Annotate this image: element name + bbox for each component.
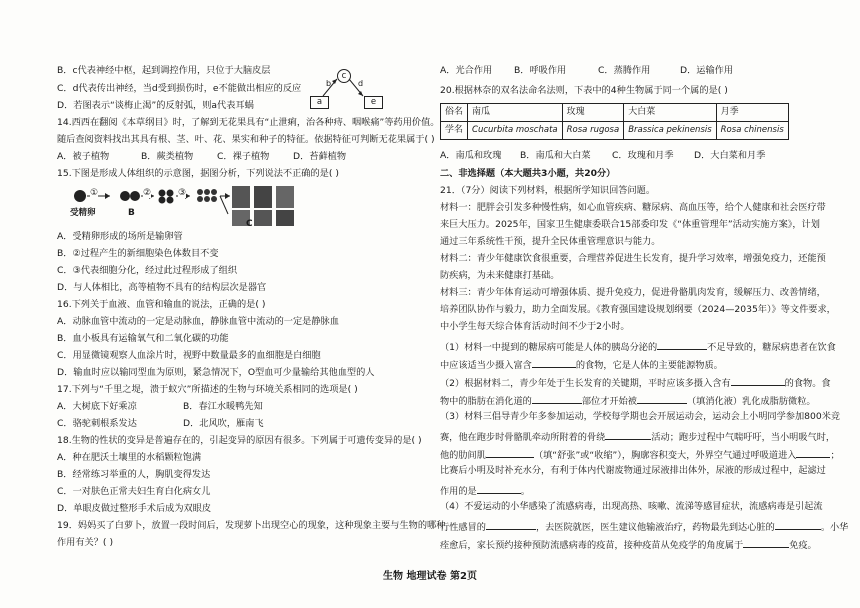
label-b: b	[326, 79, 332, 88]
table-cell: Brassica pekinensis	[624, 122, 716, 140]
step-2-label: ②	[143, 188, 152, 198]
q16-option-a: A．动脉血管中流动的一定是动脉血，静脉血管中流动的一定是静脉血	[57, 316, 339, 327]
q13-option-d: D．若图表示“谈梅止渴”的反射弧，则a代表耳蜗	[57, 100, 254, 111]
q21-intro: 21．（7分）阅读下列材料，根据所学知识回答问题。	[440, 185, 656, 196]
q21-3-line1: （3）材料三倡导青少年多参加运动，学校每学期也会开展运动会，运动会上小明同学参加800米竞	[440, 411, 841, 422]
step-3-label: ③	[178, 188, 187, 198]
q17-option-d: D．北风吹，雁南飞	[183, 418, 264, 429]
q17-options-row2	[57, 419, 264, 428]
q14-option-a: A．被子植物	[57, 151, 110, 162]
stage-c-label: C	[246, 219, 253, 229]
q13-option-c: C．d代表传出神经，当d受到损伤时，e不能做出相应的反应	[57, 83, 302, 94]
q21-2-text-e: （填消化液）乳化成脂肪微粒。	[687, 396, 816, 407]
tissue-formation-diagram	[70, 184, 300, 232]
table-cell: Cucurbita moschata	[468, 122, 563, 140]
q21-3-text-h: 作用的是	[440, 486, 477, 497]
q14-stem-line1: 14.西西在翻阅《本草纲目》时，了解到无花果具有“止泄痢，治各种痔、咽喉痛”等药用价值。	[57, 117, 440, 128]
material-1-line3: 通过三年系统性干预，提升全民体重管理意识与能力。	[440, 236, 661, 247]
q16-option-c: C．用显微镜观察人血涂片时，视野中数量最多的血细胞是白细胞	[57, 350, 321, 361]
q21-3-text-i: 。	[520, 486, 530, 497]
q20-option-a: A．南瓜和玫瑰	[440, 150, 502, 161]
q21-4-line1: （4）不爱运动的小华感染了流感病毒，出现高热、咳嗽、流涕等感冒症状，流感病毒是引起流	[440, 501, 823, 512]
table-header-scientific: 学名	[441, 122, 468, 140]
q21-1-text-d: 的食物，它是人体的主要能源物质。	[575, 360, 723, 371]
table-row-common	[441, 104, 789, 122]
q21-3-line3	[440, 448, 840, 460]
table-row-scientific	[441, 122, 789, 140]
q21-3-text-e: （填“舒张”或“收缩”），胸廓容积变大，外界空气通过呼吸道进入	[533, 450, 797, 461]
q21-4-text-f: 免疫。	[789, 540, 817, 551]
node-a: a	[310, 96, 329, 109]
label-d: d	[358, 79, 364, 88]
q14-stem-line2: 随后查阅资料找出其具有根、茎、叶、花、果实和种子的特征。依据特征可判断无花果属于( )	[57, 134, 435, 145]
q18-option-b: B．经常练习举重的人，胸肌变得发达	[57, 469, 211, 480]
q19-option-a: A．光合作用	[440, 65, 493, 76]
q21-3-line2	[440, 430, 835, 442]
q15-option-b: B．②过程产生的新细胞染色体数目不变	[57, 248, 219, 259]
page-footer: 生物 地理试卷 第2页	[383, 571, 477, 582]
node-c: c	[337, 69, 351, 83]
answer-blank-heart-chamber[interactable]	[775, 520, 821, 530]
q21-4-text-b: 行性感冒的	[440, 522, 486, 533]
q15-stem: 15.下图是形成人体组织的示意图，据图分析，下列说法不正确的是( )	[57, 168, 339, 179]
q20-option-b: B．南瓜和大白菜	[520, 150, 591, 161]
material-2-line2: 防疾病，为未来健康打基础。	[440, 270, 560, 281]
q15-option-d: D．与人体相比，高等植物不具有的结构层次是器官	[57, 282, 267, 293]
q21-4-line2	[440, 520, 848, 532]
stage-b-label: B	[128, 208, 135, 218]
answer-blank-protein[interactable]	[731, 376, 785, 386]
reflex-arc-diagram	[306, 66, 386, 112]
q21-2-text-b: 的食物。食	[784, 378, 831, 389]
table-cell: 月季	[716, 104, 788, 122]
binomial-name-table	[440, 103, 789, 140]
q20-options	[440, 151, 765, 160]
q21-4-text-d: 。小华	[820, 522, 849, 533]
q21-3-text-d: 他的肋间肌	[440, 450, 486, 461]
answer-blank-joint[interactable]	[605, 430, 651, 440]
table-cell: 南瓜	[468, 104, 563, 122]
q21-3-line5	[440, 484, 530, 496]
q13-option-b: B．c代表神经中枢，起到调控作用，只位于大脑皮层	[57, 65, 271, 76]
q21-2-text-a: （2）根据材料二，青少年处于生长发育的关键期，平时应该多摄入含有	[440, 378, 731, 389]
q21-4-text-c: ，去医院就医，医生建议他输液治疗，药物最先到达心脏的	[535, 522, 775, 533]
q17-option-c: C．骆驼刺根系发达	[57, 418, 137, 429]
q18-option-a: A．种在肥沃土壤里的水稻颗粒饱满	[57, 452, 202, 463]
q21-2-line2	[440, 394, 816, 406]
q21-1-line2	[440, 358, 723, 370]
q17-option-a: A．大树底下好乘凉	[57, 401, 137, 412]
table-header-common: 俗名	[441, 104, 468, 122]
q17-option-b: B．春江水暖鸭先知	[183, 401, 263, 412]
q16-option-b: B．血小板具有运输氧气和二氧化碳的功能	[57, 333, 229, 344]
answer-blank-immunity[interactable]	[743, 538, 789, 548]
q21-1-text-c: 中应该适当少摄入富含	[440, 360, 532, 371]
q19-option-c: C．蒸腾作用	[598, 65, 651, 76]
answer-blank-sugar[interactable]	[532, 358, 576, 368]
q18-option-d: D．单眼皮做过整形手术后成为双眼皮	[57, 503, 212, 514]
table-cell: 玫瑰	[562, 104, 624, 122]
q21-2-text-c: 物中的脂肪在消化道的	[440, 396, 532, 407]
table-cell: Rosa chinensis	[716, 122, 788, 140]
q20-stem: 20.根据林奈的双名法命名法则，下表中的4种生物属于同一个属的是( )	[440, 85, 728, 96]
q21-1-line1	[440, 340, 836, 352]
q19-option-d: D．运输作用	[680, 65, 734, 76]
material-3-line2: 培养团队协作与毅力，助力全面发展。《教育强国建设规划纲要（2024—2035年）》等文件要求，	[440, 304, 836, 315]
fertilized-egg-label: 受精卵	[70, 208, 96, 218]
q18-option-c: C．一对肤色正常夫妇生育白化病女儿	[57, 486, 211, 497]
q21-3-text-f: ；	[830, 450, 840, 461]
q21-3-line4: 比赛后小明及时补充水分，有利于体内代谢废物通过尿液排出体外，尿液的形成过程中，起滤过	[440, 465, 826, 476]
q14-option-d: D．苔藓植物	[293, 151, 347, 162]
q21-1-text-b: 不足导致的，糖尿病患者在饮食	[707, 342, 836, 353]
q21-2-text-d: 部位才开始被	[581, 396, 637, 407]
answer-blank-lungs[interactable]	[796, 448, 830, 458]
section-2-heading: 二、非选择题（本大题共3小题，共20分）	[440, 168, 616, 179]
q20-option-d: D．大白菜和月季	[694, 150, 766, 161]
answer-blank-bile[interactable]	[637, 394, 687, 404]
q14-option-b: B．蕨类植物	[141, 151, 194, 162]
q19-option-b: B．呼吸作用	[514, 65, 567, 76]
q21-2-line1	[440, 376, 831, 388]
table-cell: Rosa rugosa	[562, 122, 624, 140]
q16-stem: 16.下列关于血液、血管和输血的说法，正确的是( )	[57, 299, 266, 310]
q21-3-text-b: 赛，他在跑步时骨骼肌牵动所附着的骨绕	[440, 432, 606, 443]
material-1-line1: 材料一：肥胖会引发多种慢性病，如心血管疾病、糖尿病、高血压等，给个人健康和社会医疗带	[440, 202, 826, 213]
q17-stem: 17.下列与“千里之堤，溃于蚁穴”所描述的生物与环境关系相同的选项是( )	[57, 384, 358, 395]
q19-options	[440, 66, 733, 75]
q21-3-text-c: 活动；跑步过程中气喘吁吁，当小明吸气时，	[651, 432, 836, 443]
answer-blank-organ[interactable]	[532, 394, 582, 404]
q15-option-c: C．③代表细胞分化，经过此过程形成了组织	[57, 265, 238, 276]
q17-options-row1	[57, 402, 263, 411]
q16-option-d: D．输血时应以输同型血为原则，紧急情况下，O型血可少量输给其他血型的人	[57, 367, 375, 378]
material-3-line3: 中小学生每天综合体育活动时间不少于2小时。	[440, 321, 630, 332]
q14-option-c: C．裸子植物	[217, 151, 270, 162]
material-1-line2: 来巨大压力。2025年，国家卫生健康委联合15部委印发《“体重管理年”活动实施方案》，计划	[440, 219, 820, 230]
material-2-line1: 材料二：青少年健康饮食很重要，合理营养促进生长发育，提升学习效率，增强免疫力，还能预	[440, 253, 826, 264]
q20-option-c: C．玫瑰和月季	[612, 150, 674, 161]
q21-1-text-a: （1）材料一中提到的糖尿病可能是人体的胰岛分泌的	[440, 342, 658, 353]
q21-4-text-e: 痊愈后，家长预约接种预防流感病毒的疫苗，接种疫苗从免疫学的角度属于	[440, 540, 744, 551]
q18-stem: 18.生物的性状的变异是普遍存在的，引起变异的原因有很多。下列属于可遗传变异的是( )	[57, 435, 422, 446]
q19-stem-line1: 19．妈妈买了白萝卜，放置一段时间后，发现萝卜出现空心的现象，这种现象主要与生物的哪种	[57, 520, 446, 531]
step-1-label: ①	[90, 188, 99, 198]
answer-blank-muscle[interactable]	[486, 448, 534, 458]
q21-4-line3	[440, 538, 817, 550]
q15-option-a: A．受精卵形成的场所是输卵管	[57, 231, 183, 242]
answer-blank-insulin[interactable]	[657, 340, 707, 350]
material-3-line1: 材料三：青少年体育运动可增强体质、提升免疫力，促进骨骼肌肉发育，缓解压力、改善情绪，	[440, 287, 826, 298]
q19-stem-line2: 作用有关？( )	[57, 537, 114, 548]
answer-blank-pathogen[interactable]	[486, 520, 536, 530]
answer-blank-glomerulus[interactable]	[477, 484, 521, 494]
table-cell: 大白菜	[624, 104, 716, 122]
node-e: e	[364, 96, 383, 109]
q14-options	[57, 152, 346, 161]
